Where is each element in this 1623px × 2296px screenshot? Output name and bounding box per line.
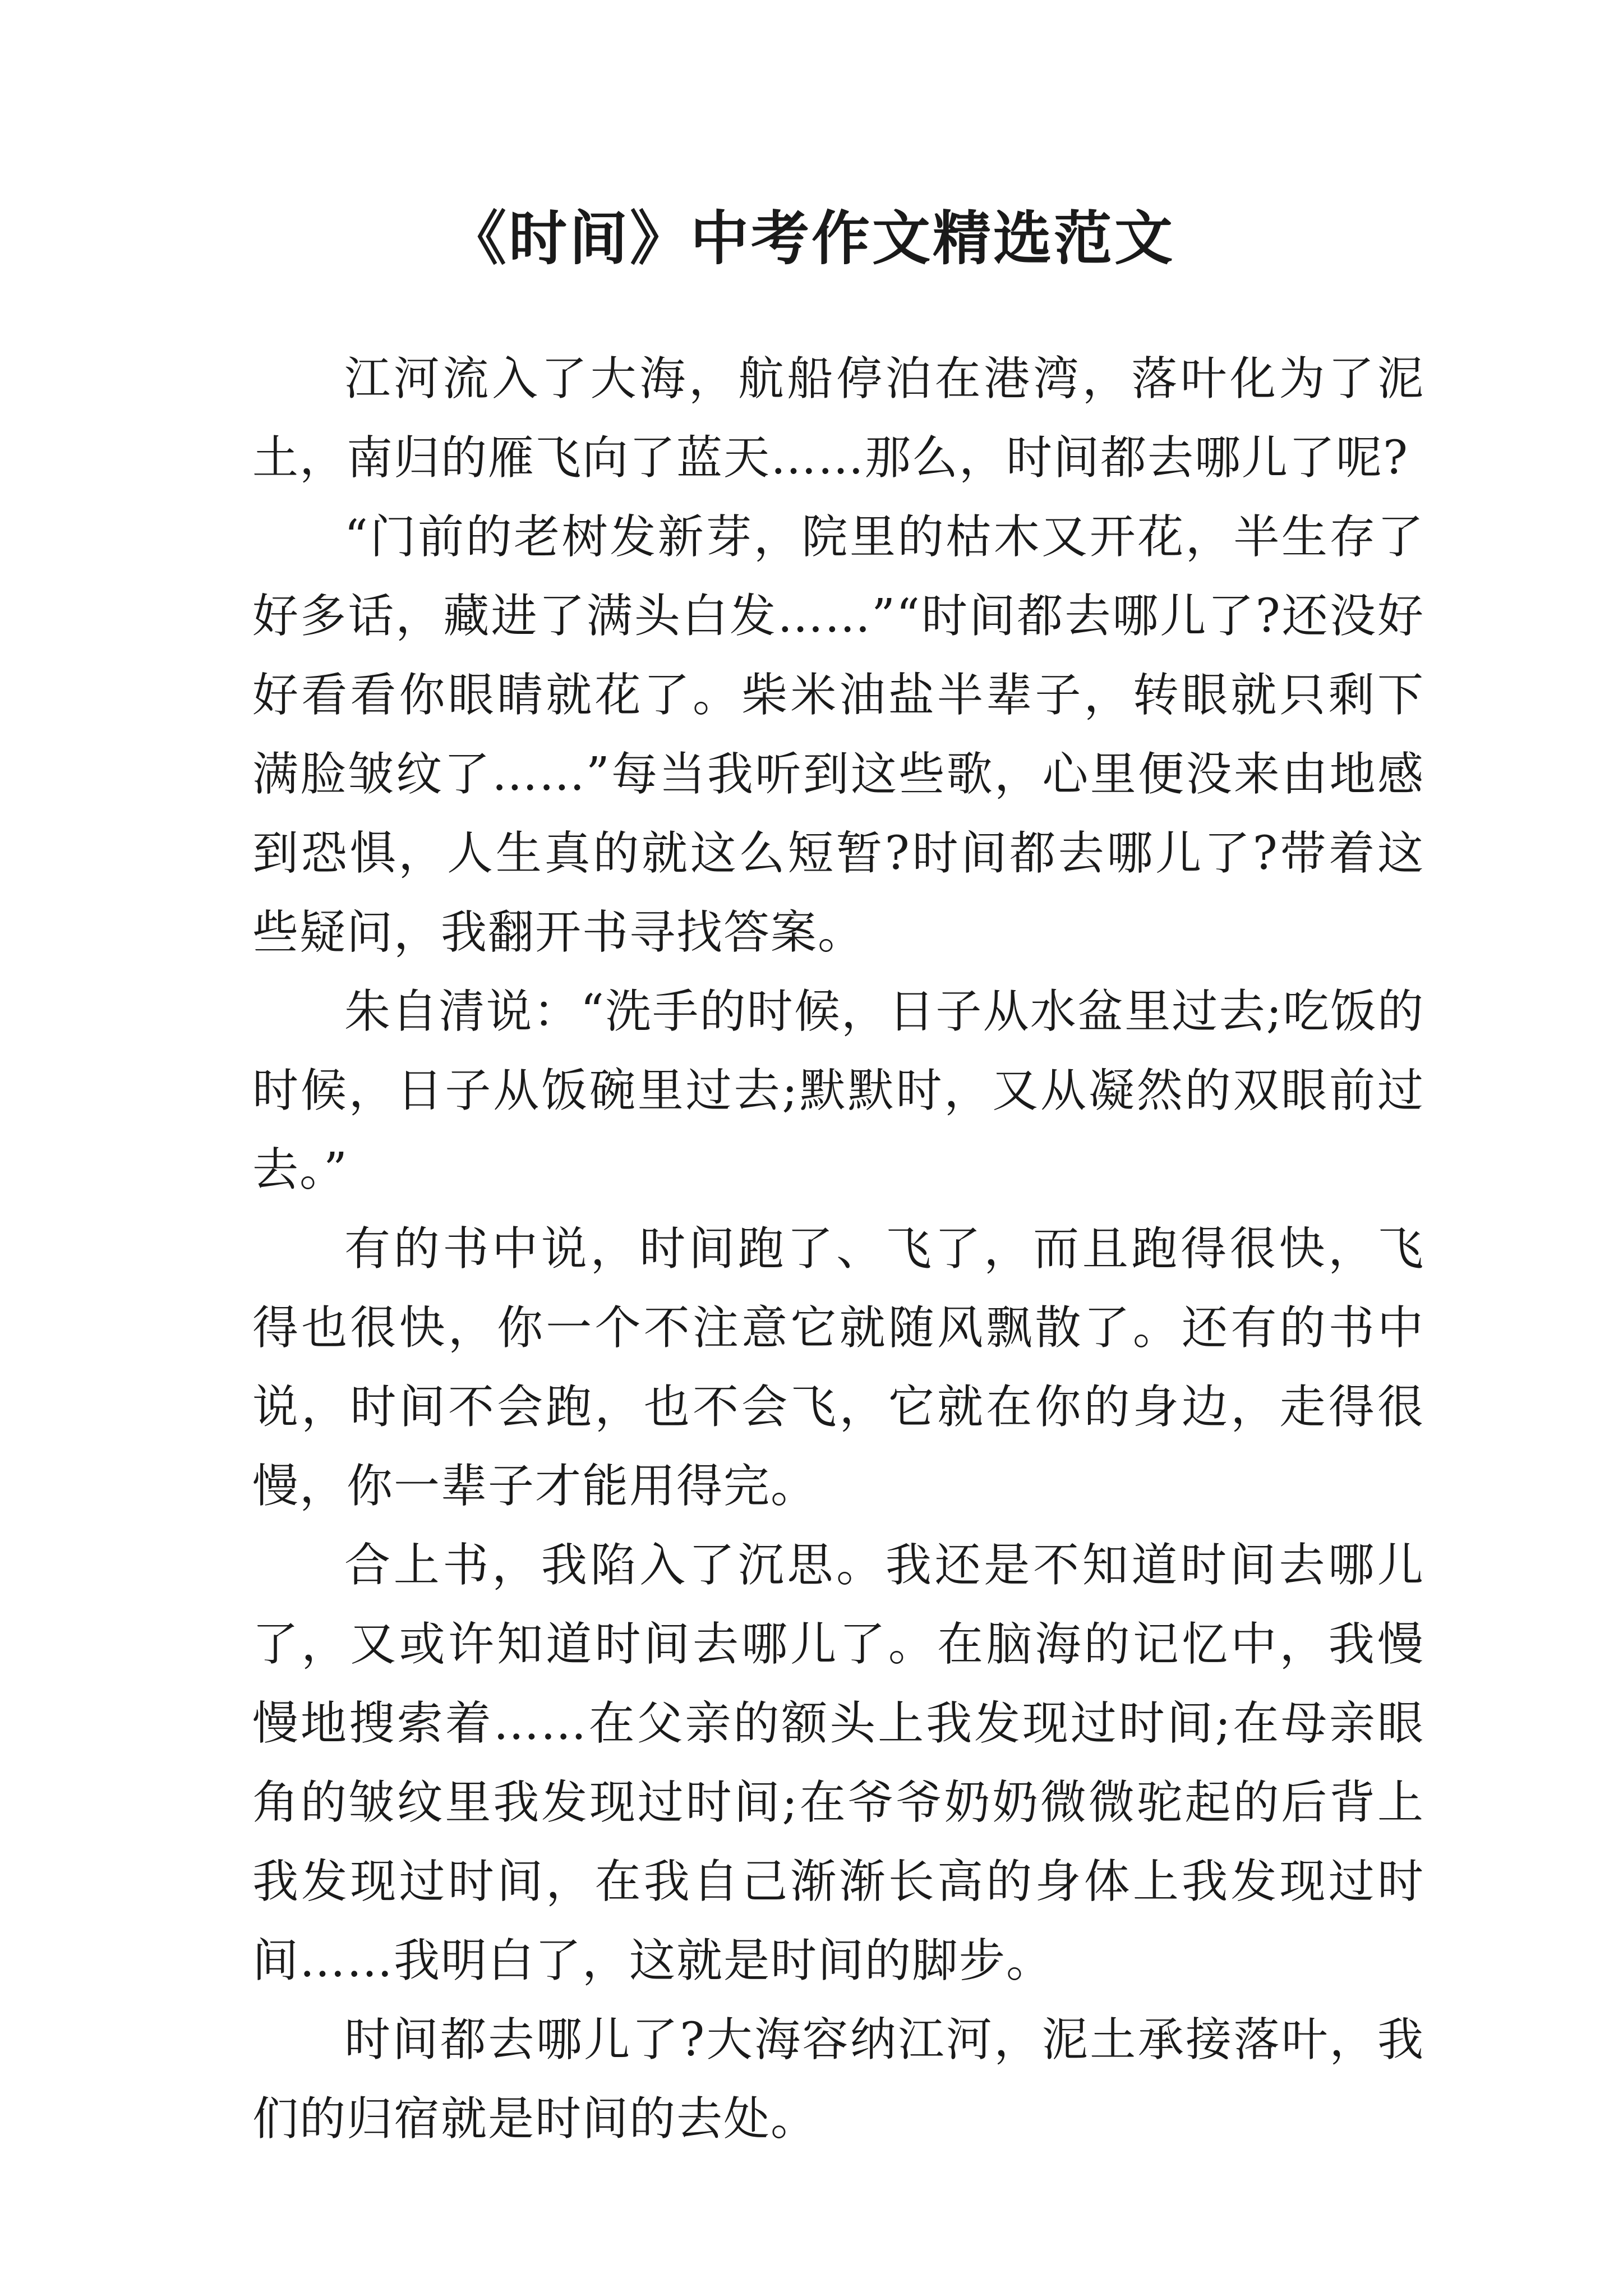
paragraph-2: “门前的老树发新芽，院里的枯木又开花，半生存了好多话，藏进了满头白发……”“时间都去哪儿了?还没好好看看你眼睛就花了。柴米油盐半辈子，转眼就只剩下满脸皱纹了……”每当我听到这些歌，心里便没来由地感到恐惧，人生真的就这么短暂?时间都去哪儿了?带着这些疑问，我翻开书寻找答案。 [252, 510, 1424, 959]
paragraph-5: 合上书，我陷入了沉思。我还是不知道时间去哪儿了，又或许知道时间去哪儿了。在脑海的记忆中，我慢慢地搜索着……在父亲的额头上我发现过时间;在母亲眼角的皱纹里我发现过时间;在爷爷奶奶微微驼起的后背上我发现过时间，在我自己渐渐长高的身体上我发现过时间……我明白了，这就是时间的脚步。 [252, 1539, 1424, 1987]
paragraph-1: 江河流入了大海，航船停泊在港湾，落叶化为了泥土，南归的雁飞向了蓝天……那么，时间都去哪儿了呢? [252, 352, 1424, 485]
paragraph-3: 朱自清说：“洗手的时候，日子从水盆里过去;吃饭的时候，日子从饭碗里过去;默默时，又从凝然的双眼前过去。” [252, 985, 1424, 1197]
paragraph-6: 时间都去哪儿了?大海容纳江河，泥土承接落叶，我们的归宿就是时间的去处。 [252, 2013, 1424, 2146]
paragraph-4: 有的书中说，时间跑了、飞了，而且跑得很快，飞得也很快，你一个不注意它就随风飘散了。还有的书中说，时间不会跑，也不会飞，它就在你的身边，走得很慢，你一辈子才能用得完。 [252, 1222, 1424, 1513]
page-title: 《时间》中考作文精选范文 [448, 204, 1175, 273]
article-body [252, 339, 1424, 2159]
